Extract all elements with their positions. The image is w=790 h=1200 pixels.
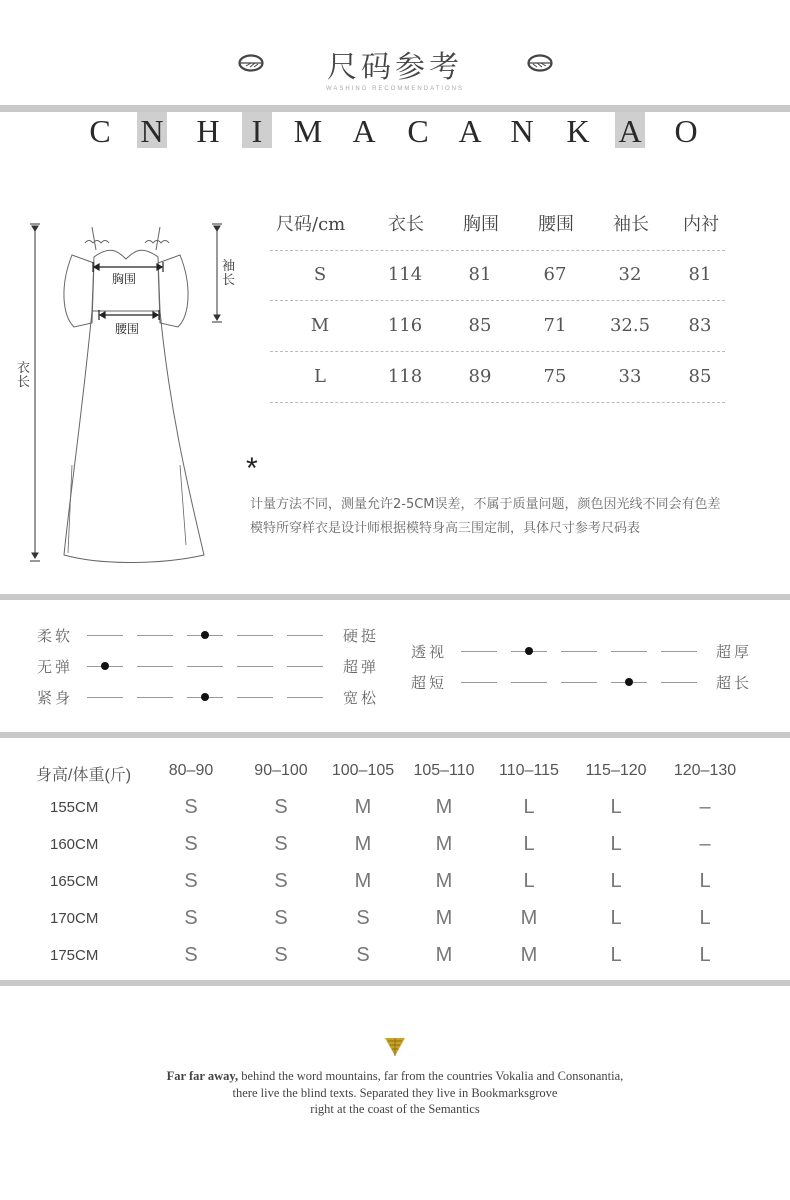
hw-size-cell: L (699, 870, 711, 892)
scale-right-label: 超长 (716, 674, 753, 692)
hw-size-cell: M (520, 944, 538, 966)
note-star: * (246, 452, 258, 485)
size-table-cell: 33 (618, 366, 642, 387)
brand-letter: N (137, 112, 167, 148)
size-table-cell: 89 (468, 366, 492, 387)
hw-size-cell: M (435, 907, 453, 929)
brand-letter: N (510, 113, 534, 149)
scale-segment (287, 666, 323, 667)
scale-marker (201, 631, 209, 639)
scale-segment (137, 666, 173, 667)
size-table-header-cell: 尺码/cm (276, 214, 346, 235)
footer-line-3: right at the coast of the Semantics (310, 1102, 480, 1116)
scale-segment (287, 697, 323, 698)
size-table-cell: 85 (468, 315, 492, 336)
size-table-cell: M (310, 315, 330, 336)
hw-height-label: 165CM (50, 873, 99, 890)
size-table-cell: 71 (543, 315, 567, 336)
hw-weight-header: 110–115 (499, 762, 559, 779)
scale-left-label: 紧身 (37, 689, 74, 707)
scale-segment (87, 635, 123, 636)
scale-segment (237, 635, 273, 636)
size-table-row (270, 250, 725, 301)
scale-segment (137, 635, 173, 636)
brand-letter: C (407, 113, 429, 149)
hw-size-cell: L (523, 870, 535, 892)
hw-size-cell: S (274, 944, 288, 966)
size-table-header (270, 200, 725, 251)
scale-segment (561, 682, 597, 683)
length-label: 衣长 (17, 361, 31, 390)
scale-left-label: 无弹 (37, 658, 74, 676)
divider-bar (0, 594, 790, 600)
hw-size-cell: M (354, 796, 372, 818)
hw-size-cell: L (523, 796, 535, 818)
hw-weight-header: 115–120 (585, 762, 647, 779)
waist-label: 腰围 (115, 322, 140, 336)
size-table-cell: S (313, 264, 327, 285)
size-table-cell: 67 (543, 264, 567, 285)
size-table-header-cell: 胸围 (463, 214, 499, 235)
scale-marker (101, 662, 109, 670)
hw-weight-header: 100–105 (331, 762, 395, 779)
dress-diagram (0, 215, 250, 575)
size-table-header-cell: 袖长 (613, 214, 649, 235)
hw-size-cell: M (354, 870, 372, 892)
footer-text (0, 1068, 790, 1118)
hw-size-cell: S (274, 833, 288, 855)
brand-letter: A (352, 113, 376, 149)
scale-segment (461, 651, 497, 652)
size-table-header-cell: 腰围 (538, 214, 574, 235)
scale-right-label: 宽松 (343, 689, 380, 707)
hw-size-cell: L (610, 870, 622, 892)
hw-size-cell: – (699, 833, 711, 855)
hw-size-cell: M (435, 833, 453, 855)
scale-marker (201, 693, 209, 701)
note-line-2: 模特所穿样衣是设计师根据模特身高三围定制，具体尺寸参考尺码表 (250, 521, 641, 536)
brand-letter: M (293, 113, 323, 149)
divider-bar (0, 105, 790, 112)
size-table-cell: 83 (688, 315, 712, 336)
size-table-cell: 114 (387, 264, 423, 285)
hw-size-cell: L (699, 944, 711, 966)
hw-size-cell: L (610, 833, 622, 855)
scale-segment (461, 682, 497, 683)
hw-size-cell: L (523, 833, 535, 855)
leaf-right-icon (527, 54, 553, 72)
size-table-cell: L (314, 366, 326, 387)
brand-letter: H (196, 113, 220, 149)
hw-size-cell: S (184, 796, 198, 818)
size-table-row (270, 352, 725, 403)
scale-left-label: 透视 (411, 643, 448, 661)
page-title: 尺码参考 (327, 50, 463, 85)
scale-segment (137, 697, 173, 698)
hw-size-cell: S (356, 944, 370, 966)
hw-size-cell: – (699, 796, 711, 818)
hw-size-cell: S (184, 907, 198, 929)
size-table-cell: 32.5 (609, 315, 651, 336)
divider-bar (0, 980, 790, 986)
hw-size-cell: M (435, 944, 453, 966)
hw-size-cell: S (184, 944, 198, 966)
size-table-cell: 118 (387, 366, 423, 387)
footer-bold: Far far away, (166, 1069, 239, 1083)
hw-size-cell: L (610, 796, 622, 818)
scale-segment (87, 697, 123, 698)
hw-height-label: 175CM (50, 947, 99, 964)
size-table-cell: 85 (688, 366, 712, 387)
brand-logo-icon (384, 1037, 406, 1057)
size-table-cell: 81 (468, 264, 492, 285)
size-table-cell: 116 (387, 315, 423, 336)
chest-label: 胸围 (112, 272, 137, 286)
hw-size-cell: S (184, 870, 198, 892)
hw-height-label: 160CM (50, 836, 99, 853)
hw-height-label: 170CM (50, 910, 99, 927)
scale-segment (611, 651, 647, 652)
hw-size-cell: M (520, 907, 538, 929)
scale-marker (625, 678, 633, 686)
hw-size-cell: S (274, 796, 288, 818)
hw-height-label: 155CM (50, 799, 99, 816)
divider-bar (0, 732, 790, 738)
scale-segment (187, 666, 223, 667)
brand-letter: K (566, 113, 590, 149)
hw-size-cell: S (356, 907, 370, 929)
hw-weight-header: 105–110 (413, 762, 475, 779)
scale-right-label: 硬挺 (343, 627, 380, 645)
brand-letter: C (89, 113, 111, 149)
hw-corner-header: 身高/体重(斤) (36, 767, 132, 784)
scale-right-label: 超厚 (716, 643, 753, 661)
sleeve-label: 袖长 (222, 259, 236, 288)
size-table-header-cell: 衣长 (388, 214, 424, 235)
size-table-cell: 81 (688, 264, 712, 285)
scale-left-label: 柔软 (37, 627, 74, 645)
size-table-cell: 32 (618, 264, 642, 285)
brand-letter: A (458, 113, 482, 149)
scale-segment (511, 682, 547, 683)
scale-marker (525, 647, 533, 655)
size-table-row (270, 301, 725, 352)
hw-size-cell: M (354, 833, 372, 855)
brand-letter: I (242, 112, 272, 148)
scale-left-label: 超短 (411, 674, 448, 692)
scale-segment (237, 697, 273, 698)
brand-letter: O (674, 113, 698, 149)
brand-wordmark (0, 112, 790, 148)
scale-segment (237, 666, 273, 667)
scale-segment (287, 635, 323, 636)
size-table-cell: 75 (543, 366, 567, 387)
hw-size-cell: M (435, 870, 453, 892)
hw-weight-header: 90–100 (254, 762, 308, 779)
scale-segment (661, 651, 697, 652)
hw-size-cell: S (274, 907, 288, 929)
hw-size-cell: L (699, 907, 711, 929)
size-table-header-cell: 内衬 (683, 214, 719, 235)
footer-line-2: there live the blind texts. Separated they live in Bookmarksgrove (232, 1085, 558, 1100)
hw-size-cell: L (610, 944, 622, 966)
hw-size-cell: M (435, 796, 453, 818)
scale-right-label: 超弹 (343, 658, 380, 676)
scale-segment (561, 651, 597, 652)
hw-size-cell: L (610, 907, 622, 929)
scale-segment (661, 682, 697, 683)
hw-size-cell: S (184, 833, 198, 855)
hw-weight-header: 80–90 (168, 762, 214, 779)
page-subtitle: WASHING RECOMMENDATIONS (325, 86, 464, 92)
hw-weight-header: 120–130 (673, 762, 737, 779)
note-line-1: 计量方法不同，测量允许2-5CM误差，不属于质量问题，颜色因光线不同会有色差 (250, 497, 721, 512)
footer-line-1: behind the word mountains, far from the countries Vokalia and Consonantia, (238, 1069, 624, 1083)
hw-size-cell: S (274, 870, 288, 892)
brand-letter: A (615, 112, 645, 148)
